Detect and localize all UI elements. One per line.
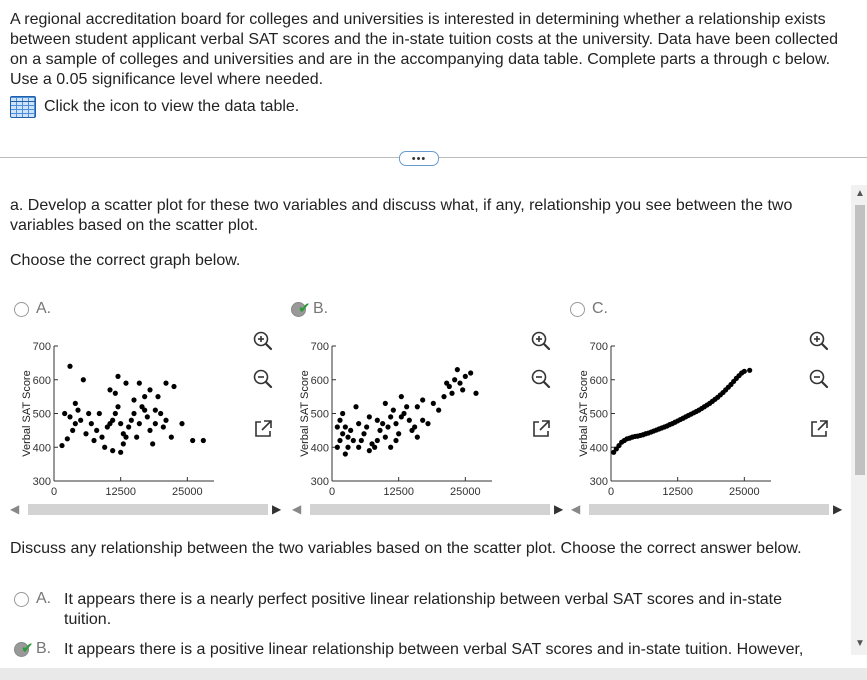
data-point [415,435,420,440]
data-point [436,408,441,413]
problem-statement: A regional accreditation board for colleges and universities is interested in determining whether a relationship exists between student applicant verbal SAT scores and the in-state tuition costs at the university. Data have been collected on a sample of colleges and universities and are in the accompanying data table. Complete parts a through c below. Use a 0.05 significance level where needed. [10,11,839,88]
zoom-out-icon[interactable] [530,368,552,390]
data-point [335,424,340,429]
x-tick-label: 0 [328,486,336,498]
data-point [747,368,752,373]
data-point [169,435,174,440]
radio-a[interactable] [14,302,29,317]
y-tick-label: 600 [310,374,329,387]
data-point [415,404,420,409]
graph-option-c-label: C. [592,300,608,317]
data-point [407,418,412,423]
y-tick-label: 700 [310,341,329,353]
zoom-out-icon[interactable] [808,368,830,390]
expand-more-button[interactable] [399,151,439,166]
data-point [70,428,75,433]
y-axis-label: Verbal SAT Score [578,370,590,457]
y-tick-label: 500 [589,408,608,421]
data-point [420,397,425,402]
scatter-plot-b [296,335,528,500]
y-tick-label: 300 [589,476,608,488]
data-point [153,421,158,426]
data-point [420,418,425,423]
data-point [348,428,353,433]
data-point [97,411,102,416]
data-point [361,431,366,436]
x-tick-label: 25000 [450,486,481,498]
data-point [67,364,72,369]
data-point [375,438,380,443]
graph-b-scrollbar[interactable] [292,500,567,518]
data-point [142,394,147,399]
scroll-track[interactable] [589,504,829,515]
y-tick-label: 400 [310,442,329,455]
data-point [123,435,128,440]
data-point [131,397,136,402]
scroll-right-icon[interactable]: ▶ [554,502,564,516]
graph-c-scrollbar[interactable] [571,500,846,518]
popout-icon[interactable] [252,418,274,440]
x-tick-label: 25000 [729,486,760,498]
data-point [388,414,393,419]
checkmark-icon: ✔ [21,640,34,657]
x-tick-label: 25000 [172,486,203,498]
data-point [396,431,401,436]
data-point [115,404,120,409]
graph-option-a[interactable] [14,300,51,318]
data-point [126,424,131,429]
data-point [118,421,123,426]
data-point [123,381,128,386]
checkmark-icon: ✔ [298,299,311,317]
data-point [147,387,152,392]
data-point [444,381,449,386]
graph-option-a-label: A. [36,300,52,317]
graph-option-b-label: B. [313,300,329,317]
scroll-track[interactable] [310,504,550,515]
data-point [343,424,348,429]
data-point [742,369,747,374]
data-point [364,424,369,429]
data-point [153,408,158,413]
data-point [380,421,385,426]
graph-a-scrollbar[interactable] [10,500,285,518]
data-point [86,411,91,416]
data-point [404,404,409,409]
data-point [113,391,118,396]
bottom-bar [0,668,867,680]
scroll-down-icon[interactable]: ▼ [855,638,865,649]
data-point [137,381,142,386]
choose-graph-prompt: Choose the correct graph below. [10,252,241,269]
data-point [441,394,446,399]
answer-a-letter: A. [36,590,52,607]
data-point [137,421,142,426]
data-point [99,435,104,440]
radio-c[interactable] [570,302,585,317]
data-point [388,445,393,450]
data-point [356,445,361,450]
y-tick-label: 700 [32,341,51,353]
data-point [59,443,64,448]
data-point [94,428,99,433]
data-point [102,445,107,450]
data-point [78,418,83,423]
data-point [385,424,390,429]
data-point [468,370,473,375]
y-axis-label: Verbal SAT Score [299,370,311,457]
scroll-right-icon[interactable]: ▶ [272,502,282,516]
data-point [145,414,150,419]
zoom-in-icon[interactable] [808,330,830,352]
data-point [110,448,115,453]
answer-option-a[interactable] [14,590,824,630]
data-point [107,387,112,392]
zoom-in-icon[interactable] [530,330,552,352]
data-point [412,424,417,429]
data-point [161,424,166,429]
y-tick-label: 300 [310,476,329,488]
data-point [335,445,340,450]
x-tick-label: 12500 [383,486,414,498]
data-point [179,421,184,426]
data-point [171,384,176,389]
data-point [155,394,160,399]
data-point [343,451,348,456]
data-point [121,441,126,446]
data-point [110,418,115,423]
data-point [449,391,454,396]
data-point [67,414,72,419]
scroll-left-icon[interactable]: ◀ [292,502,302,516]
data-point [113,411,118,416]
data-point [393,421,398,426]
data-point [345,445,350,450]
answer-b-letter: B. [36,640,52,657]
data-point [351,438,356,443]
y-tick-label: 400 [32,442,51,455]
data-point [367,448,372,453]
answer-radio-a[interactable] [14,592,29,607]
answer-option-b[interactable] [14,640,824,660]
radio-b[interactable] [291,299,311,317]
data-point [65,436,70,441]
data-point [129,418,134,423]
scroll-up-icon[interactable]: ▲ [855,188,865,199]
data-point [118,450,123,455]
graph-option-b[interactable] [291,300,328,318]
data-point [353,404,358,409]
y-tick-label: 500 [310,408,329,421]
data-point [150,441,155,446]
y-tick-label: 600 [589,374,608,387]
popout-icon[interactable] [530,418,552,440]
scroll-left-icon[interactable]: ◀ [10,502,20,516]
data-point [399,394,404,399]
data-point [356,421,361,426]
data-point [401,411,406,416]
data-point [201,438,206,443]
more-dots: ••• [411,152,427,165]
data-point [73,401,78,406]
data-point [377,428,382,433]
scroll-left-icon[interactable]: ◀ [571,502,581,516]
scatter-plot-a [18,335,250,500]
x-tick-label: 12500 [662,486,693,498]
data-point [425,421,430,426]
data-point [372,445,377,450]
data-point [463,374,468,379]
data-point [455,367,460,372]
y-axis-label: Verbal SAT Score [21,370,33,457]
data-point [431,401,436,406]
y-tick-label: 500 [32,408,51,421]
scroll-track[interactable] [28,504,268,515]
zoom-in-icon[interactable] [252,330,274,352]
data-point [131,411,136,416]
data-point [75,408,80,413]
data-point [73,421,78,426]
data-point [337,418,342,423]
y-tick-label: 400 [589,442,608,455]
data-table-link[interactable] [10,95,299,119]
data-point [91,438,96,443]
x-tick-label: 0 [50,486,58,498]
answer-a-text: It appears there is a nearly perfect positive linear relationship between verbal SAT scores and in-state tuition. [64,591,783,628]
data-point [460,387,465,392]
y-tick-label: 700 [589,341,608,353]
data-point [375,418,380,423]
data-point [83,431,88,436]
data-point [115,374,120,379]
data-point [359,438,364,443]
x-tick-label: 12500 [105,486,136,498]
data-point [345,435,350,440]
data-point [163,381,168,386]
data-point [383,401,388,406]
y-tick-label: 600 [32,374,51,387]
graph-option-c[interactable] [570,300,608,318]
data-point [89,421,94,426]
scroll-right-icon[interactable]: ▶ [833,502,843,516]
data-point [340,431,345,436]
data-table-icon[interactable] [10,96,36,118]
data-point [142,408,147,413]
data-table-link-text[interactable]: Click the icon to view the data table. [44,98,300,115]
popout-icon[interactable] [808,418,830,440]
y-tick-label: 300 [32,476,51,488]
discuss-prompt: Discuss any relationship between the two variables based on the scatter plot. Choose the correct answer below. [10,540,802,557]
data-point [147,428,152,433]
data-point [62,411,67,416]
data-point [391,408,396,413]
data-point [452,377,457,382]
data-point [457,381,462,386]
data-point [134,435,139,440]
answer-radio-b[interactable] [14,640,34,657]
vertical-scroll-thumb[interactable] [855,205,865,475]
x-tick-label: 0 [607,486,615,498]
data-point [158,411,163,416]
data-point [393,438,398,443]
answer-b-text: It appears there is a positive linear relationship between verbal SAT scores and in-state tuition. However, [64,641,804,658]
scatter-plot-c [575,335,807,500]
data-point [163,418,168,423]
zoom-out-icon[interactable] [252,368,274,390]
data-point [367,414,372,419]
data-point [473,391,478,396]
data-point [340,411,345,416]
data-point [190,438,195,443]
part-a-question: a. Develop a scatter plot for these two variables and discuss what, if any, relationship you see between the two variables based on the scatter plot. [10,197,793,234]
data-point [337,438,342,443]
data-point [81,377,86,382]
data-point [383,435,388,440]
